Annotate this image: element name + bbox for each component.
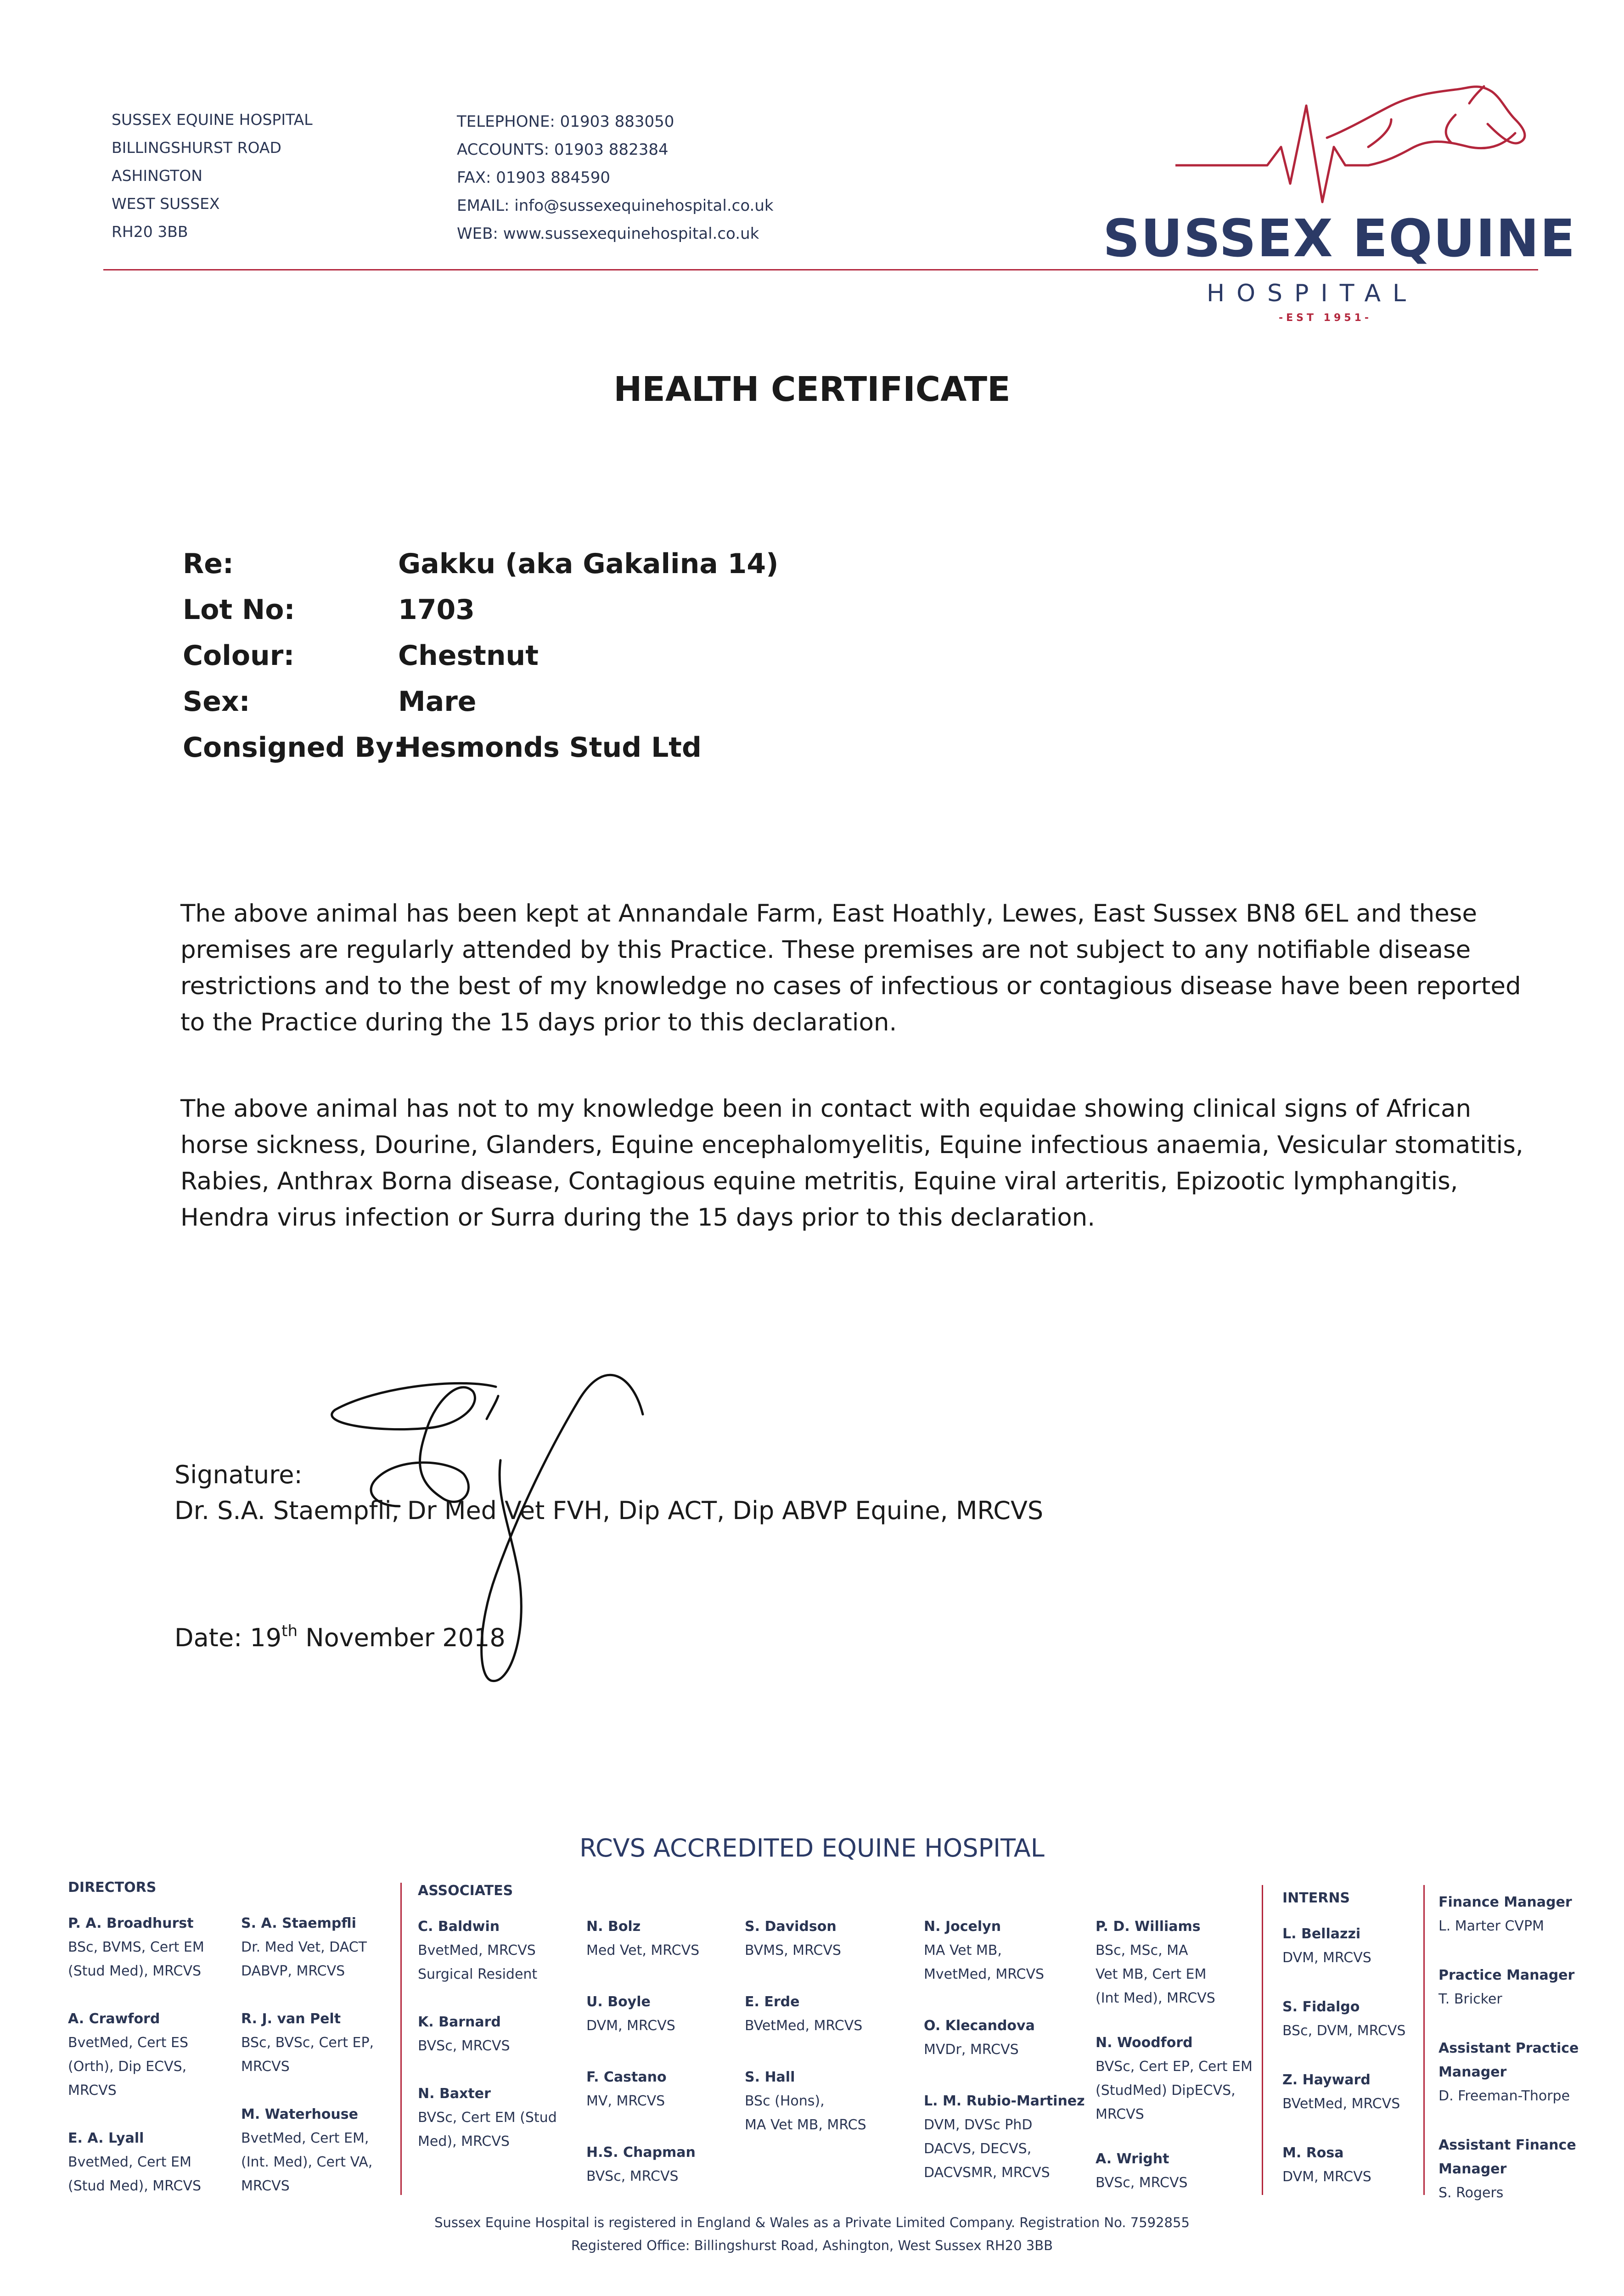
header-rule (103, 269, 1538, 270)
associates-column-5 (1096, 1915, 1270, 2195)
website: WEB: www.sussexequinehospital.co.uk (457, 225, 759, 243)
hospital-contact (457, 108, 774, 248)
declaration-paragraph-1 (180, 895, 1540, 1041)
staff-entry: M. Waterhouse BvetMed, Cert EM, (Int. Med), Cert VA, MRCVS (241, 2106, 373, 2194)
signature-label: Signature: (174, 1460, 303, 1489)
paragraph-line: Rabies, Anthrax Borna disease, Contagious equine metritis, Equine viral arteritis, Epizootic lymphangitis, (180, 1167, 1458, 1195)
staff-entry: P. A. Broadhurst BSc, BVMS, Cert EM (Stud Med), MRCVS (68, 1915, 204, 1979)
paragraph-line: The above animal has not to my knowledge been in contact with equidae showing clinical signs of African (180, 1095, 1472, 1123)
associates-column-4 (924, 1915, 1094, 2185)
staff-entry: N. Jocelyn MA Vet MB, MvetMed, MRCVS (924, 1919, 1045, 1982)
accounts-phone: ACCOUNTS: 01903 882384 (457, 141, 669, 159)
staff-entry: A. Wright BVSc, MRCVS (1096, 2151, 1188, 2191)
field-value-sex: Mare (398, 686, 477, 718)
address-line: WEST SUSSEX (112, 195, 220, 213)
interns-column (1282, 1886, 1420, 2189)
staff-entry: O. Klecandova MVDr, MRCVS (924, 2018, 1035, 2058)
date-suffix: November 2018 (298, 1623, 506, 1652)
address-line: ASHINGTON (112, 167, 202, 185)
staff-entry: N. Woodford BVSc, Cert EP, Cert EM (StudMed) DipECVS, MRCVS (1096, 2035, 1253, 2122)
staff-entry: N. Bolz Med Vet, MRCVS (586, 1919, 700, 1958)
staff-entry: R. J. van Pelt BSc, BVSc, Cert EP, MRCVS (241, 2011, 374, 2075)
field-value-consigned: Hesmonds Stud Ltd (398, 732, 702, 764)
telephone: TELEPHONE: 01903 883050 (457, 113, 674, 131)
staff-entry: S. Hall BSc (Hons), MA Vet MB, MRCS (745, 2069, 866, 2133)
staff-entry: U. Boyle DVM, MRCVS (586, 1994, 675, 2034)
paragraph-line: to the Practice during the 15 days prior to this declaration. (180, 1008, 897, 1036)
staff-entry: E. Erde BVetMed, MRCVS (745, 1994, 863, 2034)
logo-title: SUSSEX EQUINE (1103, 209, 1576, 269)
associates-heading: ASSOCIATES (418, 1883, 513, 1899)
staff-entry: F. Castano MV, MRCVS (586, 2069, 667, 2109)
field-value-colour: Chestnut (398, 640, 539, 672)
staff-entry: Assistant Finance Manager S. Rogers (1439, 2137, 1576, 2201)
field-label-consigned: Consigned By: (183, 732, 405, 764)
paragraph-line: Hendra virus infection or Surra during the 15 days prior to this declaration. (180, 1204, 1096, 1232)
paragraph-line: The above animal has been kept at Annandale Farm, East Hoathly, Lewes, East Sussex BN8 6EL and these (180, 900, 1478, 928)
directors-heading: DIRECTORS (68, 1880, 157, 1896)
field-label-lot: Lot No: (183, 594, 295, 626)
address-line: BILLINGSHURST ROAD (112, 139, 281, 157)
address-line: SUSSEX EQUINE HOSPITAL (112, 111, 313, 129)
registered-office: Registered Office: Billingshurst Road, Ashington, West Sussex RH20 3BB (571, 2238, 1053, 2253)
staff-entry: S. A. Staempfli Dr. Med Vet, DACT DABVP, MRCVS (241, 1915, 367, 1979)
handwritten-signature (321, 1359, 689, 1704)
directors-column-1 (68, 1876, 224, 2198)
page-title: HEALTH CERTIFICATE (613, 370, 1011, 409)
horse-heartbeat-icon (1175, 78, 1543, 220)
associates-column-1 (418, 1879, 579, 2154)
managers-column (1439, 1891, 1613, 2205)
staff-entry: M. Rosa DVM, MRCVS (1282, 2145, 1371, 2185)
staff-entry: S. Fidalgo BSc, DVM, MRCVS (1282, 1999, 1406, 2039)
staff-entry: C. Baldwin BvetMed, MRCVS Surgical Resident (418, 1919, 538, 1982)
fax: FAX: 01903 884590 (457, 169, 611, 187)
paragraph-line: horse sickness, Dourine, Glanders, Equine encephalomyelitis, Equine infectious anaemia, Vesicular stomatitis, (180, 1131, 1523, 1159)
field-label-sex: Sex: (183, 686, 250, 718)
logo-established: -EST 1951- (1279, 312, 1372, 324)
signer-name: Dr. S.A. Staempfli, Dr Med Vet FVH, Dip ACT, Dip ABVP Equine, MRCVS (174, 1496, 1044, 1525)
company-registration: Sussex Equine Hospital is registered in England & Wales as a Private Limited Company. Registration No. 7592855 (434, 2215, 1190, 2230)
field-label-re: Re: (183, 548, 234, 580)
staff-entry: Finance Manager L. Marter CVPM (1439, 1894, 1572, 1934)
staff-entry: Assistant Practice Manager D. Freeman-Thorpe (1439, 2040, 1579, 2104)
rcvs-accreditation: RCVS ACCREDITED EQUINE HOSPITAL (579, 1834, 1045, 1863)
field-label-colour: Colour: (183, 640, 295, 672)
declaration-paragraph-2 (180, 1091, 1540, 1236)
staff-entry: N. Baxter BVSc, Cert EM (Stud Med), MRCVS (418, 2086, 557, 2150)
logo-subtitle: HOSPITAL (1207, 280, 1418, 307)
associates-column-2 (586, 1915, 733, 2189)
date-ordinal: th (281, 1622, 298, 1640)
column-divider (400, 1883, 402, 2195)
column-divider (1262, 1885, 1263, 2195)
field-value-re: Gakku (aka Gakalina 14) (398, 548, 779, 580)
staff-entry: L. M. Rubio-Martinez DVM, DVSc PhD DACVS, DECVS, DACVSMR, MRCVS (924, 2093, 1085, 2181)
field-value-lot: 1703 (398, 594, 475, 626)
column-divider (1423, 1885, 1425, 2195)
email: EMAIL: info@sussexequinehospital.co.uk (457, 197, 774, 215)
interns-heading: INTERNS (1282, 1890, 1350, 1906)
hospital-address (112, 106, 313, 246)
staff-entry: Practice Manager T. Bricker (1439, 1967, 1575, 2007)
staff-entry: S. Davidson BVMS, MRCVS (745, 1919, 841, 1958)
associates-column-3 (745, 1915, 910, 2137)
staff-entry: A. Crawford BvetMed, Cert ES (Orth), Dip ECVS, MRCVS (68, 2011, 189, 2099)
staff-entry: E. A. Lyall BvetMed, Cert EM (Stud Med), MRCVS (68, 2130, 202, 2194)
staff-entry: Z. Hayward BVetMed, MRCVS (1282, 2072, 1400, 2112)
date-prefix: Date: 19 (174, 1623, 282, 1652)
paragraph-line: restrictions and to the best of my knowledge no cases of infectious or contagious disease have been reported (180, 972, 1521, 1000)
paragraph-line: premises are regularly attended by this Practice. These premises are not subject to any notifiable disease (180, 936, 1471, 964)
staff-entry: L. Bellazzi DVM, MRCVS (1282, 1926, 1371, 1966)
address-line: RH20 3BB (112, 223, 188, 241)
staff-entry: P. D. Williams BSc, MSc, MA Vet MB, Cert EM (Int Med), MRCVS (1096, 1919, 1215, 2006)
staff-entry: K. Barnard BVSc, MRCVS (418, 2014, 510, 2054)
staff-entry: H.S. Chapman BVSc, MRCVS (586, 2144, 696, 2184)
directors-column-2 (241, 1912, 397, 2198)
